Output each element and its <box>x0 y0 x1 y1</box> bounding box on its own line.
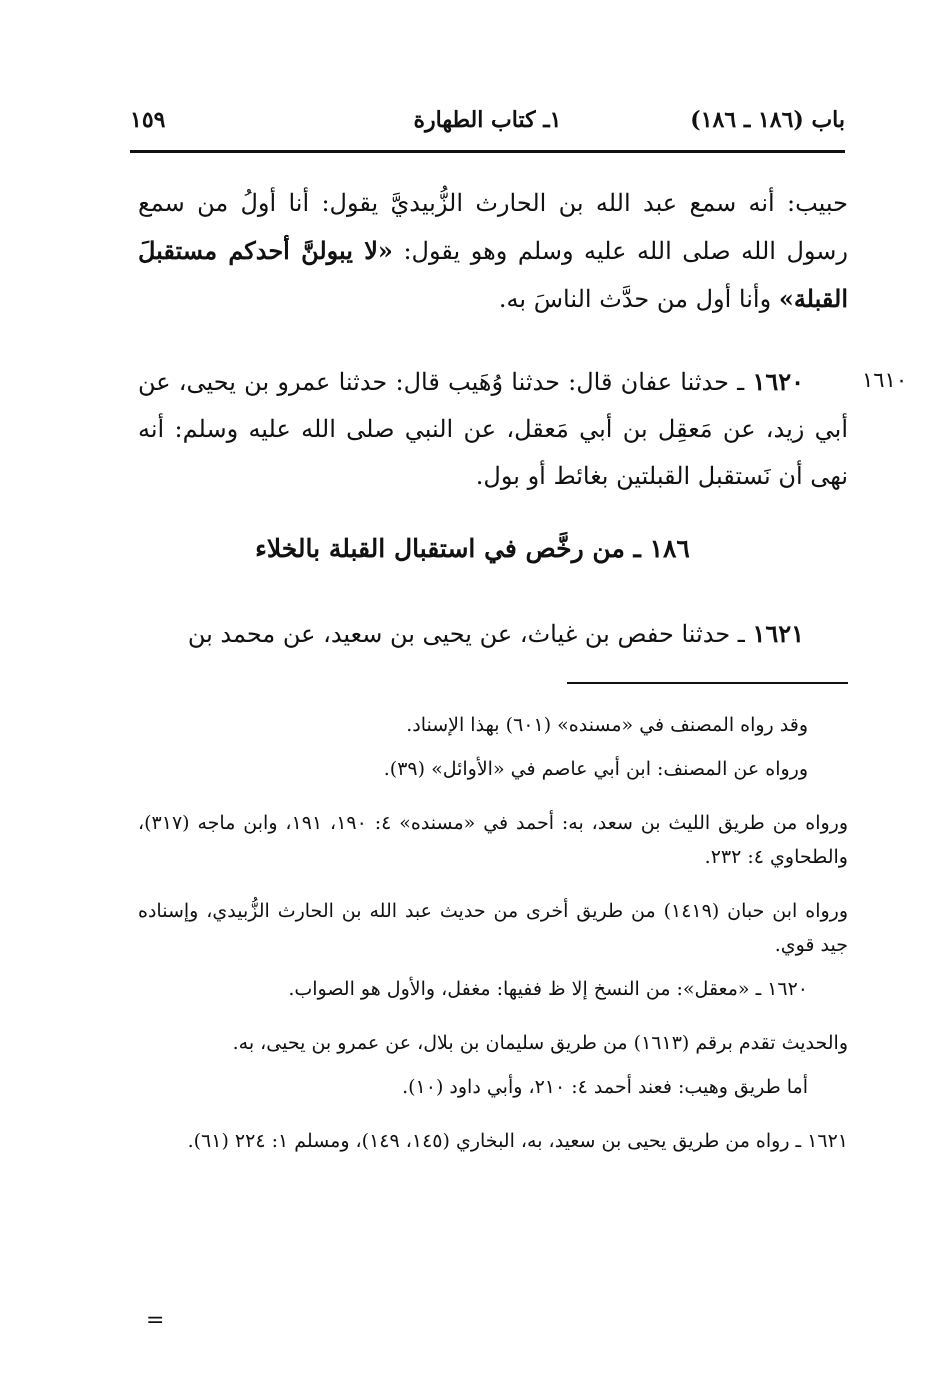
book-title: ١ـ كتاب الطهارة <box>413 107 562 133</box>
paragraph-text: حبيب: أنه سمع عبد الله بن الحارث الزُّبيديَّ يقول: أنا أولُ من سمع رسول الله صلى الله عليه وسلم وهو يقول: <box>138 189 849 265</box>
paragraph-text-end: وأنا أول من حدَّث الناسَ به. <box>498 285 779 313</box>
footnotes <box>138 708 848 1178</box>
footnote: ١٦٢١ ـ رواه من طريق يحيى بن سعيد، به، البخاري (١٤٥، ١٤٩)، ومسلم ١: ٢٢٤ (٦١). <box>187 1130 848 1152</box>
paragraph-continuation <box>138 180 848 323</box>
hadith-1621 <box>138 610 848 658</box>
hadith-number: ١٦٢١ <box>752 619 804 648</box>
footnote: ورواه من طريق الليث بن سعد، به: أحمد في «مسنده» ٤: ١٩٠، ١٩١، وابن ماجه (٣١٧)، والطحاوي ٤: ٢٣٢. <box>138 812 849 868</box>
page-number: ١٥٩ <box>130 107 166 133</box>
footnote: ورواه عن المصنف: ابن أبي عاصم في «الأوائل» (٣٩). <box>383 758 808 780</box>
hadith-text: ـ حدثنا عفان قال: حدثنا وُهَيب قال: حدثنا عمرو بن يحيى، عن أبي زيد، عن مَعقِل بن أبي مَعقل، عن النبي صلى الله عليه وسلم: أنه نهى أن نَستقبل القبلتين بغائط أو بول. <box>138 368 848 490</box>
margin-number: ١٦١٠ <box>862 368 908 392</box>
running-header <box>130 103 845 143</box>
hadith-1620 <box>138 358 848 500</box>
chapter-title: باب (١٨٦ ـ ١٨٦) <box>690 107 845 133</box>
footnote: أما طريق وهيب: فعند أحمد ٤: ٢١٠، وأبي داود (١٠). <box>402 1076 808 1098</box>
footnote: وقد رواه المصنف في «مسنده» (٦٠١) بهذا الإسناد. <box>406 714 808 736</box>
hadith-number: ١٦٢٠ <box>752 367 804 396</box>
hadith-text: ـ حدثنا حفص بن غياث، عن يحيى بن سعيد، عن محمد بن <box>187 620 753 648</box>
footnote: ١٦٢٠ ـ «معقل»: من النسخ إلا ظ ففيها: مغفل، والأول هو الصواب. <box>288 978 808 1000</box>
footnote: ورواه ابن حبان (١٤١٩) من طريق أخرى من حديث عبد الله بن الحارث الزُّبيدي، وإسناده جيد قوي. <box>138 900 848 956</box>
hadith-quote: «لا يبولنَّ أحدكم مستقبلَ القبلة» <box>138 236 848 313</box>
footnote: والحديث تقدم برقم (١٦١٣) من طريق سليمان بن بلال، عن عمرو بن يحيى، به. <box>232 1032 848 1054</box>
footnote-separator <box>567 682 848 684</box>
section-heading: ١٨٦ ـ من رخَّص في استقبال القبلة بالخلاء <box>255 534 690 563</box>
continuation-mark: = <box>146 1308 165 1333</box>
header-rule <box>130 150 845 153</box>
